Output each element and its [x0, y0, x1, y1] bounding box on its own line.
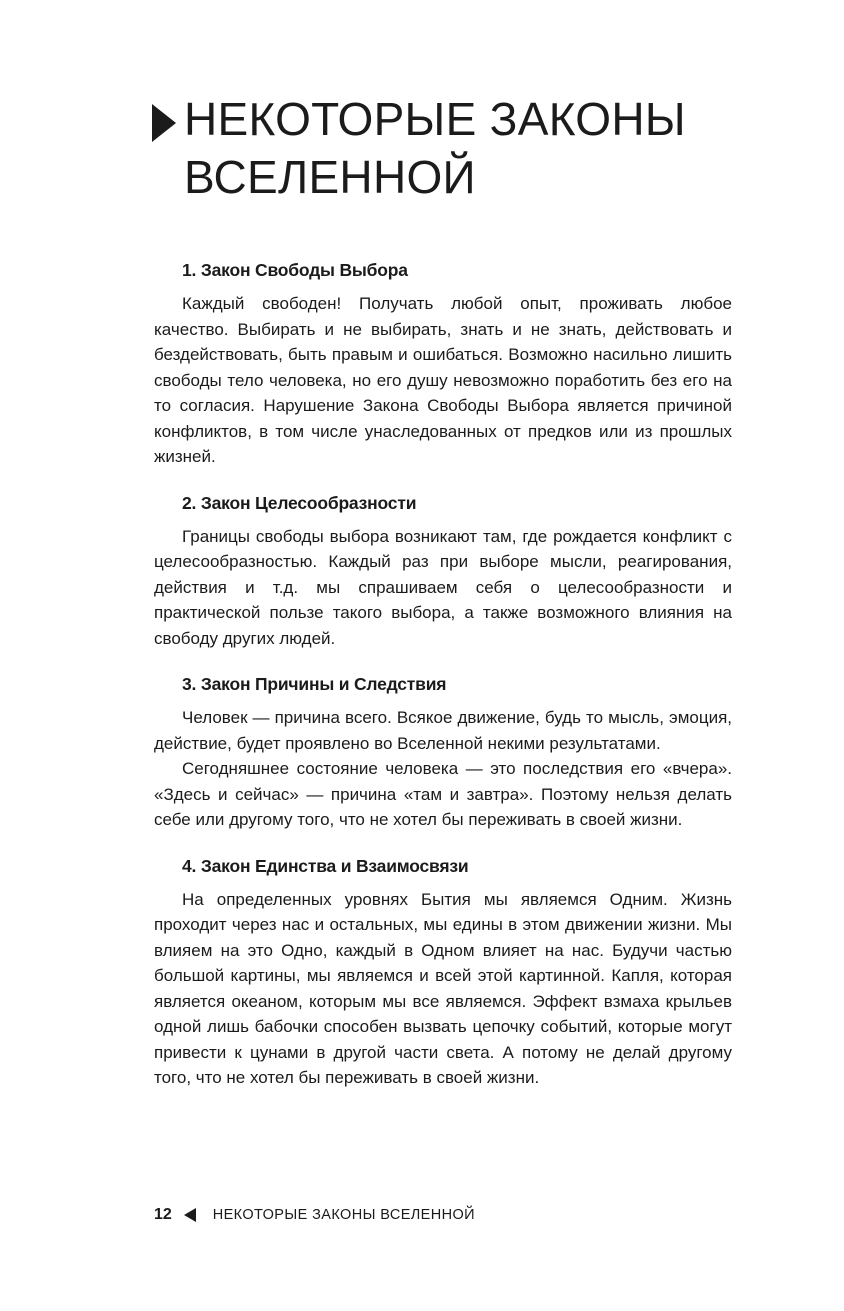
section-heading: 1. Закон Свободы Выбора	[182, 260, 408, 280]
law-section-freedom-of-choice	[154, 255, 732, 470]
section-paragraph: Каждый свободен! Получать любой опыт, проживать любое качество. Выбирать и не выбирать, знать и не знать, действовать и бездействовать, быть правым и ошибаться. Возможно насильно лишить свободы тело человека, но его душу невозможно поработить без его на то согласия. Нарушение Закона Свободы Выбора является причиной конфликтов, в том числе унаследованных от предков или из прошлых жизней.	[154, 294, 732, 466]
law-section-cause-and-effect	[154, 669, 732, 833]
section-paragraph: Сегодняшнее состояние человека — это последствия его «вчера». «Здесь и сейчас» — причина «там и завтра». Поэтому нельзя делать себе или другому того, что не хотел бы переживать в своей жизни.	[154, 759, 732, 829]
section-heading: 4. Закон Единства и Взаимосвязи	[182, 855, 469, 876]
triangle-right-icon	[152, 104, 176, 142]
section-paragraph: Границы свободы выбора возникают там, где рождается конфликт с целесообразностью. Каждый раз при выборе мысли, реагирования, действия и т.д. мы спрашиваем себя о целесообразности и практической пользе такого выбора, а также возможного влияния на свободу других людей.	[154, 526, 732, 648]
chapter-title	[152, 90, 792, 206]
section-paragraph: На определенных уровнях Бытия мы являемся Одним. Жизнь проходит через нас и остальных, мы едины в этом движении жизни. Мы влияем на это Одно, каждый в Одном влияет на нас. Будучи частью большой картины, мы являемся и всей этой картинной. Капля, которая является океаном, которым мы все являемся. Эффект взмаха крыльев одной лишь бабочки способен вызвать цепочку событий, которые могут привести к цунами в другой части света. А потому не делай другому того, что не хотел бы переживать в своей жизни.	[154, 889, 732, 1087]
section-heading: 2. Закон Целесообразности	[182, 492, 417, 513]
law-section-expediency	[154, 488, 732, 652]
section-heading: 3. Закон Причины и Следствия	[182, 674, 447, 694]
page-number: 12	[154, 1206, 172, 1223]
chapter-title-text: НЕКОТОРЫЕ ЗАКОНЫ ВСЕЛЕННОЙ	[184, 93, 686, 203]
laws-list	[154, 255, 732, 1109]
section-paragraph: Человек — причина всего. Всякое движение, будь то мысль, эмоция, действие, будет проявлено во Вселенной некими результатами.	[154, 708, 732, 753]
page-footer	[154, 1203, 475, 1227]
triangle-left-icon	[184, 1208, 196, 1222]
law-section-unity-and-interconnection	[154, 851, 732, 1091]
running-title: НЕКОТОРЫЕ ЗАКОНЫ ВСЕЛЕННОЙ	[212, 1207, 475, 1223]
